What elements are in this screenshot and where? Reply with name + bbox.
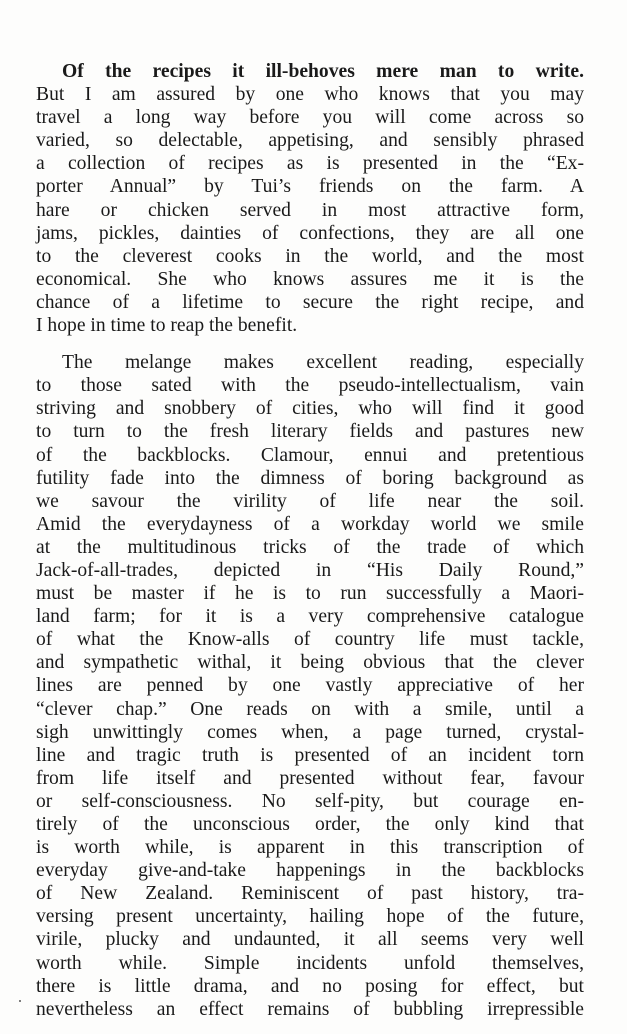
text-line: of what the Know-alls of country life must tackle, <box>36 629 584 651</box>
text-line: line and tragic truth is presented of an incident torn <box>36 744 584 766</box>
text-line: “clever chap.” One reads on with a smile, until a <box>36 698 584 720</box>
paragraph-gap <box>36 337 584 351</box>
text-line: porter Annual” by Tui’s friends on the farm. A <box>36 176 584 198</box>
text-line: to turn to the fresh literary fields and pastures new <box>36 421 584 443</box>
text-line: But I am assured by one who knows that you may <box>36 84 584 106</box>
text-line: of the backblocks. Clamour, ennui and pretentious <box>36 444 584 466</box>
text-line: of New Zealand. Reminiscent of past history, tra- <box>36 883 584 905</box>
text-line: land farm; for it is a very comprehensive catalogue <box>36 606 584 628</box>
text-line: The melange makes excellent reading, especially <box>62 352 584 374</box>
text-line: is worth while, is apparent in this transcription of <box>36 837 584 859</box>
text-line: Jack-of-all-trades, depicted in “His Daily Round,” <box>36 559 584 581</box>
text-line: futility fade into the dimness of boring background as <box>36 467 584 489</box>
text-line: must be master if he is to run successfully a Maori- <box>36 583 584 605</box>
text-line: lines are penned by one vastly appreciative of her <box>36 675 584 697</box>
text-line: Of the recipes it ill-behoves mere man to write. <box>62 61 584 82</box>
text-line: or self-consciousness. No self-pity, but courage en- <box>36 790 584 812</box>
text-line: at the multitudinous tricks of the trade of which <box>36 536 584 558</box>
text-line: we savour the virility of life near the soil. <box>36 490 584 512</box>
text-line: varied, so delectable, appetising, and sensibly phrased <box>36 130 584 152</box>
text-line: nevertheless an effect remains of bubbling irrepressible <box>36 998 584 1020</box>
text-line: sigh unwittingly comes when, a page turned, crystal- <box>36 721 584 743</box>
text-line: chance of a lifetime to secure the right recipe, and <box>36 291 584 313</box>
text-line: to the cleverest cooks in the world, and the most <box>36 245 584 267</box>
paragraph-recipes <box>36 60 584 337</box>
scan-speck <box>19 1000 21 1002</box>
text-line: worth while. Simple incidents unfold themselves, <box>36 952 584 974</box>
text-line: there is little drama, and no posing for effect, but <box>36 975 584 997</box>
paragraph-melange <box>36 351 584 1021</box>
text-line: travel a long way before you will come across so <box>36 107 584 129</box>
text-line: tirely of the unconscious order, the only kind that <box>36 814 584 835</box>
article-column <box>36 60 584 1021</box>
text-line: a collection of recipes as is presented in the “Ex- <box>36 153 584 175</box>
text-line: Amid the everydayness of a workday world we smile <box>36 513 584 535</box>
text-line: striving and snobbery of cities, who will find it good <box>36 398 584 420</box>
text-line: to those sated with the pseudo-intellectualism, vain <box>36 375 584 397</box>
text-line: hare or chicken served in most attractive form, <box>36 199 584 221</box>
text-line: jams, pickles, dainties of confections, they are all one <box>36 222 584 244</box>
text-line: I hope in time to reap the benefit. <box>36 315 298 337</box>
text-line: and sympathetic withal, it being obvious that the clever <box>36 652 584 674</box>
text-line: virile, plucky and undaunted, it all seems very well <box>36 929 584 951</box>
text-line: versing present uncertainty, hailing hope of the future, <box>36 906 584 928</box>
text-line: economical. She who knows assures me it is the <box>36 268 584 290</box>
text-line: everyday give-and-take happenings in the backblocks <box>36 860 584 882</box>
text-line: from life itself and presented without fear, favour <box>36 767 584 789</box>
